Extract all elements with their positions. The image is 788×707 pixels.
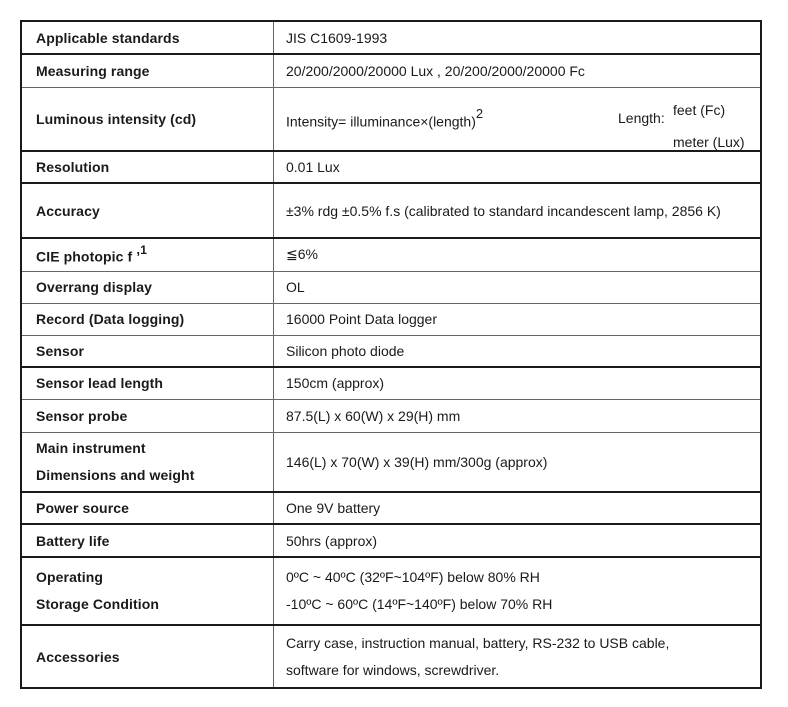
value-main-instrument: 146(L) x 70(W) x 39(H) mm/300g (approx) [274, 432, 762, 492]
value-measuring-range: 20/200/2000/20000 Lux , 20/200/2000/20000 Fc [274, 54, 762, 87]
label-accessories: Accessories [21, 625, 274, 688]
row-main-instrument [21, 432, 761, 492]
label-resolution: Resolution [21, 151, 274, 183]
operating-label-2: Storage Condition [36, 596, 160, 612]
label-cie-photopic [21, 238, 274, 271]
label-record: Record (Data logging) [21, 303, 274, 335]
cie-label-sup: 1 [140, 242, 148, 257]
label-battery-life: Battery life [21, 524, 274, 557]
intensity-formula [286, 105, 484, 130]
unit-meter: meter (Lux) [673, 133, 745, 150]
main-instrument-label-1: Main instrument [36, 439, 146, 456]
value-accuracy: ±3% rdg ±0.5% f.s (calibrated to standard incandescent lamp, 2856 K) [274, 183, 762, 238]
value-power-source: One 9V battery [274, 492, 762, 524]
row-sensor-probe [21, 399, 761, 432]
label-operating [21, 557, 274, 625]
row-accuracy [21, 183, 761, 238]
row-power-source [21, 492, 761, 524]
value-accessories [274, 625, 762, 688]
main-instrument-label-2: Dimensions and weight [36, 466, 195, 483]
operating-value-1: 0ºC ~ 40ºC (32ºF~104ºF) below 80% RH [286, 569, 540, 585]
value-cie-photopic: ≦6% [274, 238, 762, 271]
value-sensor-probe: 87.5(L) x 60(W) x 29(H) mm [274, 399, 762, 432]
formula-exponent: 2 [475, 105, 484, 121]
row-resolution [21, 151, 761, 183]
row-applicable-standards [21, 21, 761, 54]
label-measuring-range: Measuring range [21, 54, 274, 87]
value-sensor: Silicon photo diode [274, 335, 762, 367]
value-overrange: OL [274, 271, 762, 303]
label-sensor: Sensor [21, 335, 274, 367]
accessories-value-2: software for windows, screwdriver. [286, 661, 500, 678]
row-record [21, 303, 761, 335]
formula-text: Intensity= illuminance×(length) [286, 113, 476, 130]
row-cie-photopic [21, 238, 761, 271]
operating-label-1: Operating [36, 569, 104, 585]
length-units [673, 94, 745, 158]
label-luminous-intensity: Luminous intensity (cd) [21, 87, 274, 151]
cie-label-text: CIE photopic f ’ [36, 248, 141, 265]
value-resolution: 0.01 Lux [274, 151, 762, 183]
value-battery-life: 50hrs (approx) [274, 524, 762, 557]
label-accuracy: Accuracy [21, 183, 274, 238]
row-accessories [21, 625, 761, 688]
label-sensor-lead: Sensor lead length [21, 367, 274, 399]
label-sensor-probe: Sensor probe [21, 399, 274, 432]
label-power-source: Power source [21, 492, 274, 524]
value-operating [274, 557, 762, 625]
row-luminous-intensity [21, 87, 761, 151]
row-operating [21, 557, 761, 625]
value-luminous-intensity [274, 87, 762, 151]
row-sensor-lead [21, 367, 761, 399]
label-applicable-standards: Applicable standards [21, 21, 274, 54]
label-main-instrument [21, 432, 274, 492]
accessories-value-1: Carry case, instruction manual, battery, RS-232 to USB cable, [286, 634, 670, 651]
unit-feet: feet (Fc) [673, 101, 726, 118]
row-overrange [21, 271, 761, 303]
operating-value-2: -10ºC ~ 60ºC (14ºF~140ºF) below 70% RH [286, 596, 553, 612]
row-measuring-range [21, 54, 761, 87]
value-sensor-lead: 150cm (approx) [274, 367, 762, 399]
row-battery-life [21, 524, 761, 557]
specifications-table [20, 20, 762, 689]
row-sensor [21, 335, 761, 367]
label-overrange: Overrang display [21, 271, 274, 303]
value-applicable-standards: JIS C1609-1993 [274, 21, 762, 54]
value-record: 16000 Point Data logger [274, 303, 762, 335]
length-label: Length: [618, 109, 665, 126]
